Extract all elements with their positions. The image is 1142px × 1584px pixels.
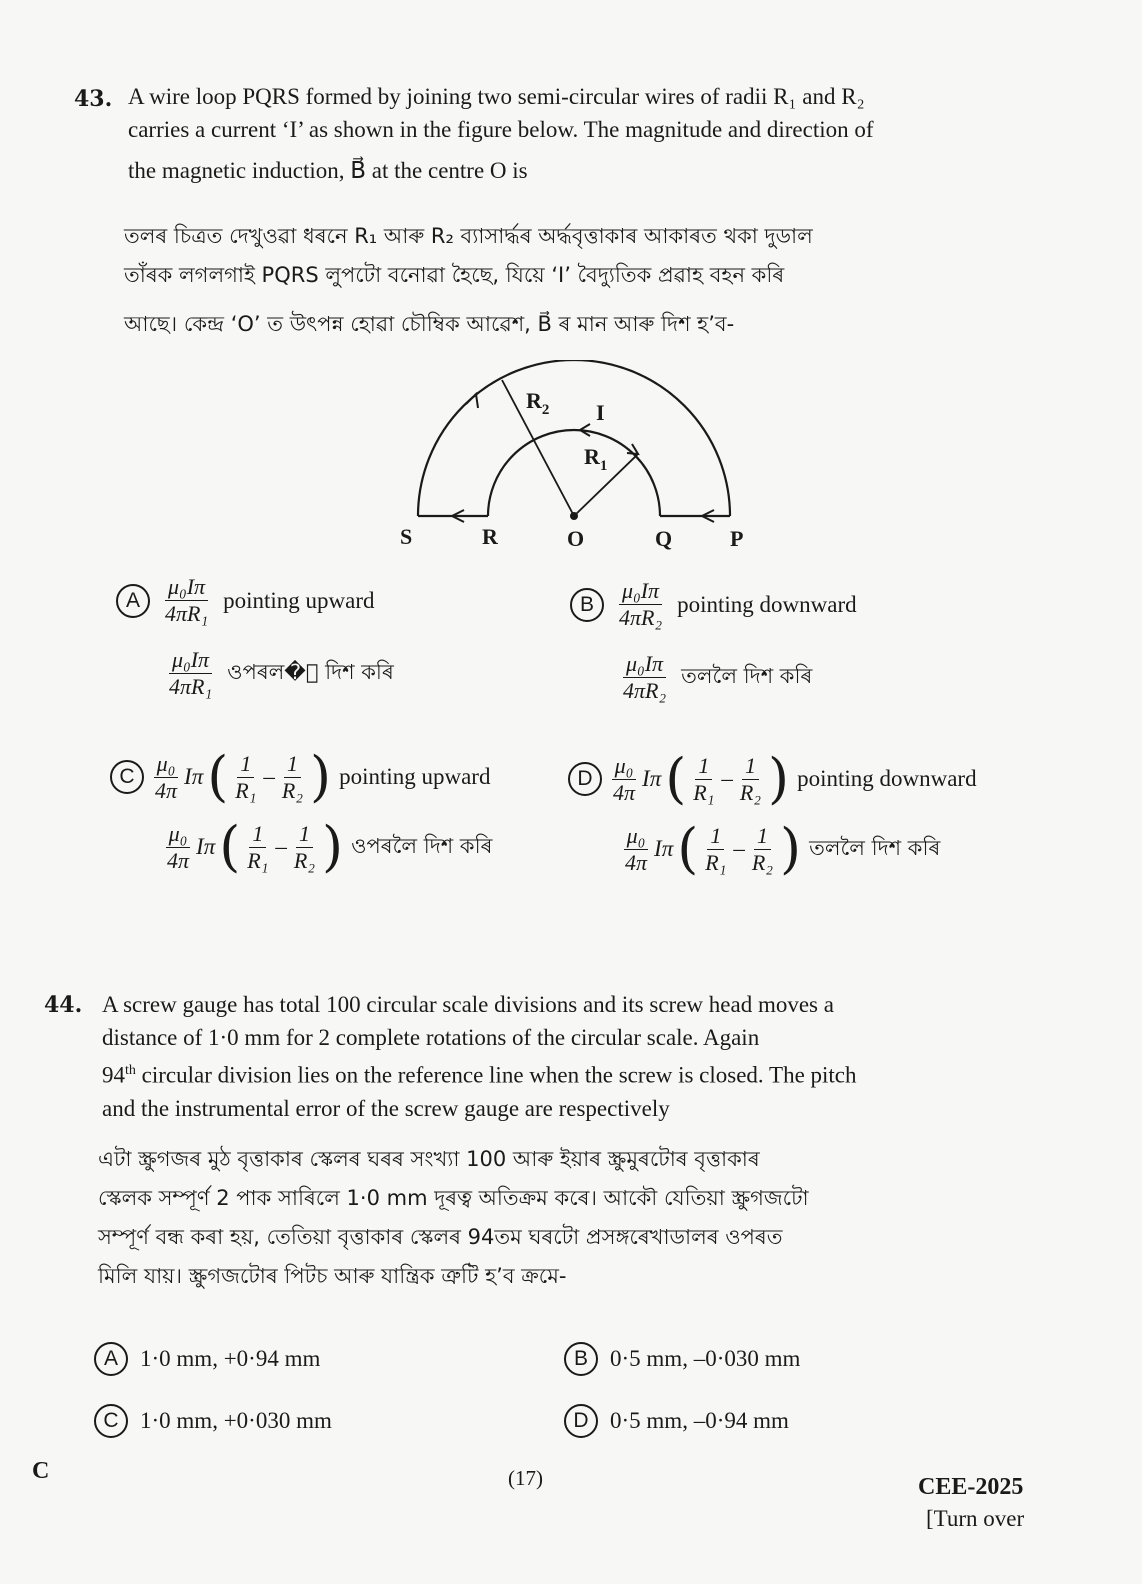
option-d-text-as: তললৈ দিশ কৰি [809, 835, 941, 860]
option-a-fraction-as: $\frac{\text{μ₀Iπ}}{\text{4πR₁}}$ [169, 647, 213, 699]
option-d-marker[interactable]: D [568, 762, 602, 796]
q44-en-line-2: distance of 1·0 mm for 2 complete rotations of the circular scale. Again [102, 1025, 760, 1050]
label-o: O [567, 526, 585, 551]
q44-en-line-1: A screw gauge has total 100 circular scale divisions and its screw head moves a [102, 992, 834, 1017]
q44-en-line-4: and the instrumental error of the screw gauge are respectively [102, 1095, 670, 1121]
option-d-expression-as: $\frac{\text{μ₀}}{4\pi}$ Iπ ( $\frac{1}{\text{R₁}}$ – $\frac{1}{\text{R₂}}$ ) [625, 817, 802, 880]
option-b-marker[interactable]: B [570, 588, 604, 622]
q44-option-b-marker[interactable]: B [564, 1342, 598, 1376]
page-number: (17) [508, 1466, 543, 1490]
option-a-text-as: ওপৰল�ৈ দিশ কৰি [227, 660, 394, 684]
q44-en-line-3: 94th circular division lies on the reference line when the screw is closed. The pitch [102, 1062, 857, 1088]
centre-o-dot [570, 512, 578, 520]
outer-semicircle [418, 360, 730, 516]
q43-as-line-2: তাঁৰক লগলগাই PQRS লুপটো বনোৱা হৈছে, যিয়ে ‘I’ বৈদ্যুতিক প্ৰৱাহ বহন কৰি [124, 263, 785, 287]
q44-option-c-text: 1·0 mm, +0·030 mm [140, 1408, 332, 1433]
exam-code: CEE-2025 [918, 1474, 1024, 1500]
q43-en-line-2: carries a current ‘I’ as shown in the figure below. The magnitude and direction of [128, 117, 874, 142]
option-a-text-en: pointing upward [223, 587, 375, 613]
option-c-marker[interactable]: C [110, 760, 144, 794]
q43-as-line-1: তলৰ চিত্ৰত দেখুওৱা ধৰনে R₁ আৰু R₂ ব্যাসাৰ্দ্ধৰ অৰ্দ্ধবৃত্তাকাৰ আকাৰত থকা দুডাল [124, 224, 813, 248]
label-r2: $R_2$ [526, 388, 550, 418]
arrow-outer-arc [466, 394, 478, 408]
q44-option-b[interactable] [564, 1342, 800, 1376]
option-b-text-as: তললৈ দিশ কৰি [681, 664, 813, 688]
q43-option-b[interactable] [570, 578, 857, 704]
option-c-expression: $\frac{\text{μ₀}}{4\pi}$ Iπ ( $\frac{1}{\text{R₁}}$ – $\frac{1}{\text{R₂}}$ ) [155, 745, 332, 808]
option-c-text-en: pointing upward [339, 764, 491, 789]
option-b-fraction: $\frac{\text{μ₀Iπ}}{\text{4πR₂}}$ [619, 578, 663, 630]
label-r: R [482, 524, 498, 549]
q44-option-c[interactable] [94, 1404, 332, 1438]
option-d-expression: $\frac{\text{μ₀}}{4\pi}$ Iπ ( $\frac{1}{\text{R₁}}$ – $\frac{1}{\text{R₂}}$ ) [613, 747, 790, 810]
q44-as-line-2: স্কেলক সম্পূৰ্ণ 2 পাক সাৰিলে 1·0 mm দূৰত্ব অতিক্ৰম কৰে। আকৌ যেতিয়া স্ক্ৰুগজটো [98, 1186, 809, 1210]
question-number-43: 43. [74, 86, 113, 112]
question-44-text-en [102, 988, 1038, 1125]
q43-en-line-1: A wire loop PQRS formed by joining two semi-circular wires of radii R₁ and R₂ [128, 84, 865, 109]
q43-option-a[interactable] [116, 574, 394, 700]
q44-as-line-4: মিলি যায়। স্ক্ৰুগজটোৰ পিটচ আৰু যান্ত্ৰিক ত্ৰুটি হ’ব ক্ৰমে- [98, 1264, 567, 1288]
q43-en-line-3: the magnetic induction, B⃗ at the centre O is [128, 158, 528, 183]
q44-as-line-1: এটা স্ক্ৰুগজৰ মুঠ বৃত্তাকাৰ স্কেলৰ ঘৰৰ সংখ্যা 100 আৰু ইয়াৰ স্ক্ৰুমুৰটোৰ বৃত্তাকাৰ [98, 1147, 760, 1171]
label-s: S [400, 524, 413, 549]
q44-option-d[interactable] [564, 1404, 789, 1438]
q43-option-c[interactable] [110, 745, 493, 878]
q44-option-a-text: 1·0 mm, +0·94 mm [140, 1346, 321, 1371]
option-c-text-as: ওপৰলৈ দিশ কৰি [351, 833, 493, 858]
label-r1: $R_1$ [584, 444, 608, 474]
q44-option-d-text: 0·5 mm, –0·94 mm [610, 1408, 789, 1433]
option-b-text-en: pointing downward [677, 591, 857, 617]
option-c-expression-as: $\frac{\text{μ₀}}{4\pi}$ Iπ ( $\frac{1}{\text{R₁}}$ – $\frac{1}{\text{R₂}}$ ) [167, 815, 344, 878]
option-b-fraction-as: $\frac{\text{μ₀Iπ}}{\text{4πR₂}}$ [623, 651, 667, 703]
q44-option-d-marker[interactable]: D [564, 1404, 598, 1438]
q44-option-b-text: 0·5 mm, –0·030 mm [610, 1346, 801, 1371]
label-q: Q [655, 526, 673, 551]
q44-as-line-3: সম্পূৰ্ণ বন্ধ কৰা হয়, তেতিয়া বৃত্তাকাৰ স্কেলৰ 94তম ঘৰটো প্ৰসঙ্গৰেখাডালৰ ওপৰত [98, 1225, 783, 1249]
q43-as-line-3: আছে। কেন্দ্ৰ ‘O’ ত উৎপন্ন হোৱা চৌম্বিক আৱেশ, B⃗ ৰ মান আৰু দিশ হ’ব- [124, 312, 735, 336]
pqrs-loop-figure [380, 360, 780, 560]
q44-option-a-marker[interactable]: A [94, 1342, 128, 1376]
question-number-44: 44. [44, 992, 83, 1018]
option-a-marker[interactable]: A [116, 584, 150, 618]
question-44-text-as [98, 1140, 1038, 1296]
label-current: I [596, 400, 605, 425]
turn-over-note: [Turn over [926, 1506, 1025, 1531]
inner-semicircle [488, 430, 660, 516]
q43-option-d[interactable] [568, 747, 977, 880]
option-d-text-en: pointing downward [797, 766, 977, 791]
set-code: C [32, 1458, 50, 1484]
label-p: P [730, 526, 744, 551]
q44-option-c-marker[interactable]: C [94, 1404, 128, 1438]
option-a-fraction: $\frac{\text{μ₀Iπ}}{\text{4πR₁}}$ [165, 574, 209, 626]
question-43-text-en [128, 80, 1028, 187]
q44-option-a[interactable] [94, 1342, 320, 1376]
question-43-text-as [124, 217, 1034, 344]
